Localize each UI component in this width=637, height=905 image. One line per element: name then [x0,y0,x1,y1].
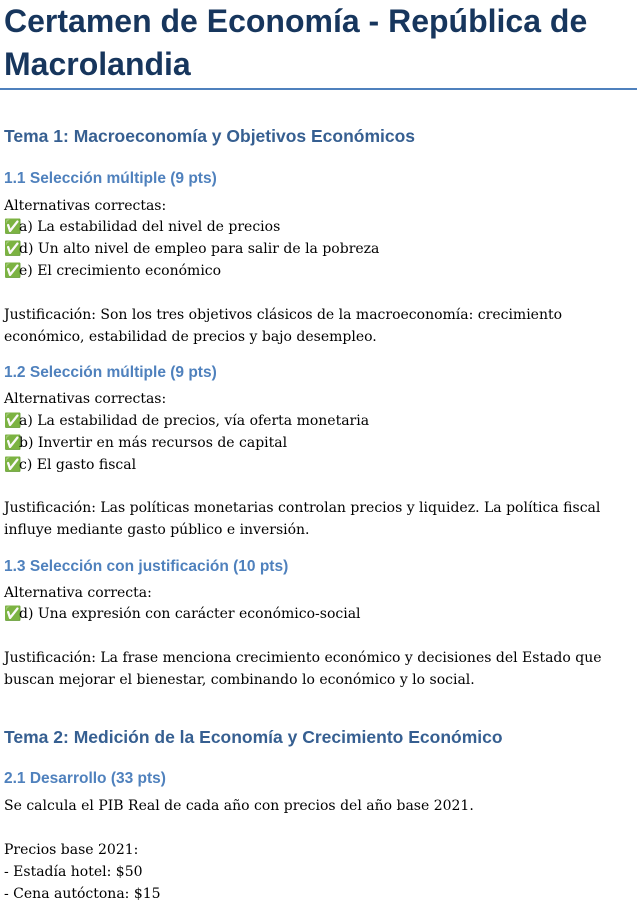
check-icon: ✅ [4,219,22,235]
q1-3-heading: 1.3 Selección con justificación (10 pts) [4,558,289,575]
q1-2-answer-c: ✅c) El gasto fiscal [4,454,136,476]
q2-1-price-cena: - Cena autóctona: $15 [4,886,161,902]
q1-3-answer-d: ✅d) Una expresión con carácter económico-social [4,603,361,625]
q1-1-answer-d: ✅d) Un alto nivel de empleo para salir de la pobreza [4,238,379,260]
q1-1-answer-e: ✅e) El crecimiento económico [4,260,221,282]
check-icon: ✅ [4,263,22,279]
q2-1-price-hotel: - Estadía hotel: $50 [4,864,143,880]
check-icon: ✅ [4,413,22,429]
q1-1-answer-a: ✅a) La estabilidad del nivel de precios [4,216,280,238]
q1-2-heading: 1.2 Selección múltiple (9 pts) [4,364,217,381]
q1-1-justification: Justificación: Son los tres objetivos clásicos de la macroeconomía: crecimiento económico, estabilidad de precios y bajo desempleo. [4,307,563,345]
q1-2-label: Alternativas correctas: [4,391,167,407]
tema2-heading: Tema 2: Medición de la Economía y Crecimiento Económico [4,727,503,747]
check-icon: ✅ [4,457,22,473]
q1-2-answer-b: ✅b) Invertir en más recursos de capital [4,432,287,454]
q2-1-intro: Se calcula el PIB Real de cada año con precios del año base 2021. [4,798,474,814]
title-divider [0,88,637,90]
q1-2-justification: Justificación: Las políticas monetarias controlan precios y liquidez. La política fiscal influye mediante gasto público e inversión. [4,500,601,538]
q1-1-heading: 1.1 Selección múltiple (9 pts) [4,170,217,187]
tema1-heading: Tema 1: Macroeconomía y Objetivos Económicos [4,126,416,146]
check-icon: ✅ [4,606,22,622]
q2-1-heading: 2.1 Desarrollo (33 pts) [4,770,166,787]
check-icon: ✅ [4,435,22,451]
document-title: Certamen de Economía - República de Macrolandia [4,3,588,82]
q2-1-prices-label: Precios base 2021: [4,842,139,858]
q1-3-label: Alternativa correcta: [4,585,152,601]
check-icon: ✅ [4,241,22,257]
q1-1-label: Alternativas correctas: [4,198,167,214]
q1-3-justification: Justificación: La frase menciona crecimiento económico y decisiones del Estado que buscan mejorar el bienestar, combinando lo económico y lo social. [4,650,602,688]
q1-2-answer-a: ✅a) La estabilidad de precios, vía oferta monetaria [4,410,369,432]
